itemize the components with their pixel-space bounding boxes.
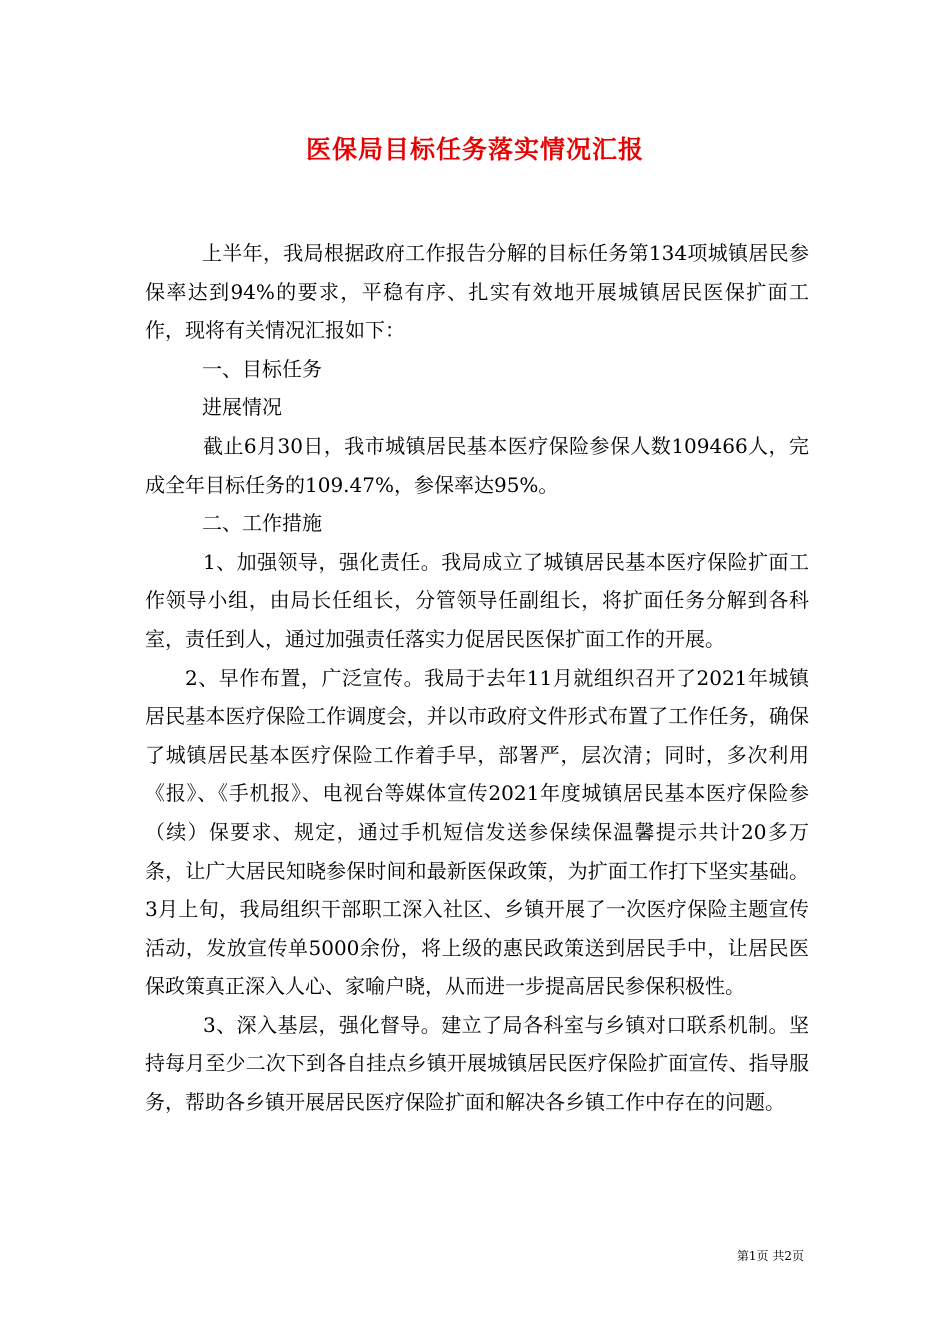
- measure-paragraph-1: 1、加强领导，强化责任。我局成立了城镇居民基本医疗保险扩面工作领导小组，由局长任组长，分管领导任副组长，将扩面任务分解到各科室，责任到人，通过加强责任落实力促居民医保扩面工作的开展。: [145, 549, 809, 651]
- subheading-progress: 进展情况: [202, 395, 282, 420]
- document-body: [145, 234, 809, 1122]
- page-number: 第1页 共2页: [736, 1249, 804, 1263]
- section-heading-goals: 一、目标任务: [202, 356, 322, 381]
- progress-paragraph: 截止6月30日，我市城镇居民基本医疗保险参保人数109466人，完成全年目标任务的109.47%，参保率达95%。: [145, 433, 809, 497]
- measure-paragraph-2: 2、早作布置，广泛宣传。我局于去年11月就组织召开了2021年城镇居民基本医疗保险工作调度会，并以市政府文件形式布置了工作任务，确保了城镇居民基本医疗保险工作着手早，部署严，层次清；同时，多次利用《报》、《手机报》、电视台等媒体宣传2021年度城镇居民基本医疗保险参（续）保要求、规定，通过手机短信发送参保续保温馨提示共计20多万条，让广大居民知晓参保时间和最新医保政策，为扩面工作打下坚实基础。3月上旬，我局组织干部职工深入社区、乡镇开展了一次医疗保险主题宣传活动，发放宣传单5000余份，将上级的惠民政策送到居民手中，让居民医保政策真正深入人心、家喻户晓，从而进一步提高居民参保积极性。: [145, 665, 809, 999]
- intro-paragraph: 上半年，我局根据政府工作报告分解的目标任务第134项城镇居民参保率达到94%的要求，平稳有序、扎实有效地开展城镇居民医保扩面工作，现将有关情况汇报如下：: [145, 241, 809, 343]
- section-heading-measures: 二、工作措施: [202, 511, 322, 536]
- document-title: 医保局目标任务落实情况汇报: [305, 135, 644, 164]
- measure-paragraph-3: 3、深入基层，强化督导。建立了局各科室与乡镇对口联系机制。坚持每月至少二次下到各自挂点乡镇开展城镇居民医疗保险扩面宣传、指导服务，帮助各乡镇开展居民医疗保险扩面和解决各乡镇工作中存在的问题。: [145, 1012, 809, 1115]
